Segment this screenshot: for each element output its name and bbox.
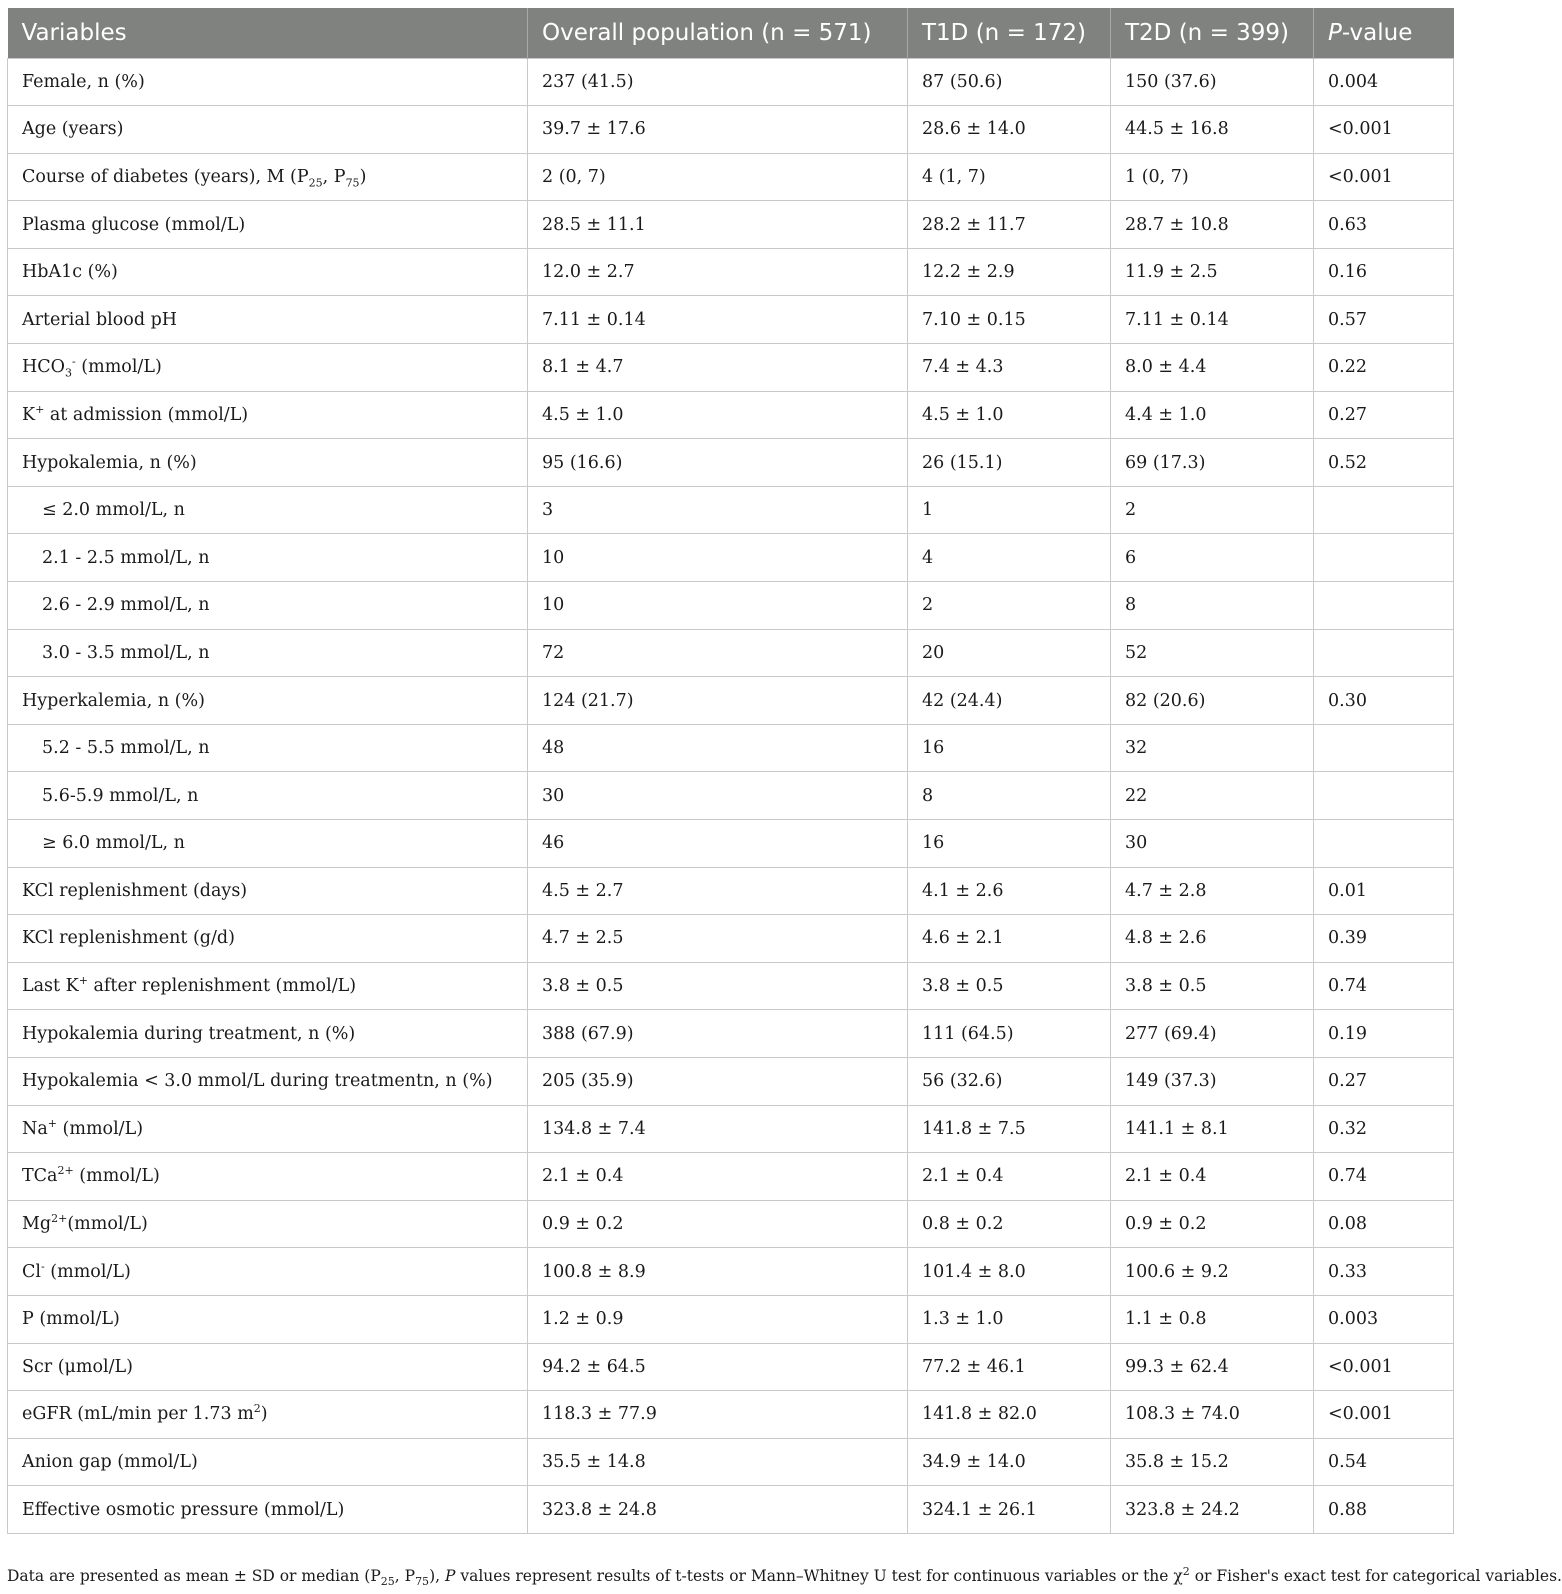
cell-p-value: 0.08: [1314, 1200, 1454, 1248]
cell-t1d: 28.6 ± 14.0: [908, 106, 1111, 154]
header-variables: Variables: [8, 8, 528, 58]
table-row: [8, 1200, 1454, 1248]
data-table: [7, 8, 1454, 1534]
cell-t1d: 4.5 ± 1.0: [908, 391, 1111, 439]
cell-variable: [8, 962, 528, 1010]
table-row: [8, 296, 1454, 344]
footnote-text: Data are presented as mean ± SD or median (P: [7, 1567, 381, 1585]
cell-t1d: 324.1 ± 26.1: [908, 1486, 1111, 1534]
footnote-italic: P: [444, 1567, 456, 1585]
table-row: [8, 58, 1454, 106]
cell-overall: 94.2 ± 64.5: [528, 1343, 908, 1391]
cell-variable: [8, 1248, 528, 1296]
cell-t1d: 4.6 ± 2.1: [908, 915, 1111, 963]
cell-overall: 388 (67.9): [528, 1010, 908, 1058]
cell-variable: Hypokalemia < 3.0 mmol/L during treatmentn, n (%): [8, 1057, 528, 1105]
cell-t2d: 32: [1111, 724, 1314, 772]
cell-p-value: 0.52: [1314, 439, 1454, 487]
table-row: [8, 248, 1454, 296]
cell-variable: Age (years): [8, 106, 528, 154]
cell-t1d: 42 (24.4): [908, 677, 1111, 725]
label-text: Na: [22, 1118, 48, 1139]
cell-overall: 237 (41.5): [528, 58, 908, 106]
label-text: eGFR (mL/min per 1.73 m: [22, 1404, 254, 1425]
cell-p-value: [1314, 534, 1454, 582]
label-text: HCO: [22, 357, 65, 378]
cell-p-value: 0.16: [1314, 248, 1454, 296]
table-row: [8, 1343, 1454, 1391]
label-superscript: +: [35, 403, 45, 417]
cell-t1d: 4.1 ± 2.6: [908, 867, 1111, 915]
label-subscript: 75: [345, 176, 360, 190]
cell-overall: 124 (21.7): [528, 677, 908, 725]
cell-variable: ≤ 2.0 mmol/L, n: [8, 486, 528, 534]
label-text: ): [260, 1404, 268, 1425]
cell-p-value: 0.54: [1314, 1438, 1454, 1486]
cell-variable: Arterial blood pH: [8, 296, 528, 344]
header-row: [8, 8, 1454, 58]
cell-variable: 3.0 - 3.5 mmol/L, n: [8, 629, 528, 677]
table-row: [8, 153, 1454, 201]
header-overall: Overall population (n = 571): [528, 8, 908, 58]
cell-t1d: 3.8 ± 0.5: [908, 962, 1111, 1010]
cell-p-value: 0.57: [1314, 296, 1454, 344]
label-subscript: 3: [65, 366, 72, 380]
cell-p-value: 0.74: [1314, 962, 1454, 1010]
footnote-text: or Fisher's exact test for categorical variables.: [1189, 1567, 1562, 1585]
cell-t2d: 82 (20.6): [1111, 677, 1314, 725]
cell-p-value: 0.74: [1314, 1153, 1454, 1201]
cell-p-value: [1314, 486, 1454, 534]
label-text: after replenishment (mmol/L): [87, 976, 357, 997]
table-row: [8, 915, 1454, 963]
table-row: [8, 439, 1454, 487]
cell-t2d: 99.3 ± 62.4: [1111, 1343, 1314, 1391]
cell-t2d: 108.3 ± 74.0: [1111, 1391, 1314, 1439]
cell-variable: Hyperkalemia, n (%): [8, 677, 528, 725]
cell-t2d: 2: [1111, 486, 1314, 534]
table-container: [7, 8, 1453, 1534]
cell-t1d: 16: [908, 820, 1111, 868]
cell-p-value: 0.33: [1314, 1248, 1454, 1296]
cell-t2d: 100.6 ± 9.2: [1111, 1248, 1314, 1296]
cell-t2d: 149 (37.3): [1111, 1057, 1314, 1105]
cell-t1d: 12.2 ± 2.9: [908, 248, 1111, 296]
cell-t2d: 11.9 ± 2.5: [1111, 248, 1314, 296]
cell-p-value: 0.39: [1314, 915, 1454, 963]
table-body: [8, 58, 1454, 1533]
header-p-italic: P: [1328, 19, 1342, 46]
cell-t1d: 2.1 ± 0.4: [908, 1153, 1111, 1201]
cell-overall: 72: [528, 629, 908, 677]
table-row: [8, 1010, 1454, 1058]
table-row: [8, 1153, 1454, 1201]
footnote-subscript: 25: [380, 1575, 395, 1589]
cell-overall: 3.8 ± 0.5: [528, 962, 908, 1010]
cell-t1d: 141.8 ± 82.0: [908, 1391, 1111, 1439]
cell-p-value: <0.001: [1314, 1343, 1454, 1391]
cell-variable: [8, 1200, 528, 1248]
cell-p-value: 0.19: [1314, 1010, 1454, 1058]
table-row: [8, 106, 1454, 154]
cell-variable: [8, 1391, 528, 1439]
cell-overall: 2.1 ± 0.4: [528, 1153, 908, 1201]
cell-t1d: 7.4 ± 4.3: [908, 344, 1111, 392]
cell-t2d: 1.1 ± 0.8: [1111, 1295, 1314, 1343]
cell-t2d: 2.1 ± 0.4: [1111, 1153, 1314, 1201]
cell-variable: 5.2 - 5.5 mmol/L, n: [8, 724, 528, 772]
cell-t2d: 22: [1111, 772, 1314, 820]
cell-t1d: 2: [908, 582, 1111, 630]
label-superscript: -: [72, 355, 76, 369]
cell-t2d: 8: [1111, 582, 1314, 630]
cell-t2d: 4.7 ± 2.8: [1111, 867, 1314, 915]
table-row: [8, 201, 1454, 249]
table-row: [8, 1105, 1454, 1153]
cell-overall: 2 (0, 7): [528, 153, 908, 201]
cell-p-value: 0.88: [1314, 1486, 1454, 1534]
cell-p-value: 0.27: [1314, 1057, 1454, 1105]
cell-variable: Effective osmotic pressure (mmol/L): [8, 1486, 528, 1534]
cell-variable: [8, 344, 528, 392]
cell-t1d: 1.3 ± 1.0: [908, 1295, 1111, 1343]
cell-overall: 1.2 ± 0.9: [528, 1295, 908, 1343]
label-text: (mmol/L): [67, 1214, 148, 1235]
cell-t1d: 4: [908, 534, 1111, 582]
cell-t1d: 56 (32.6): [908, 1057, 1111, 1105]
cell-t2d: 7.11 ± 0.14: [1111, 296, 1314, 344]
cell-variable: ≥ 6.0 mmol/L, n: [8, 820, 528, 868]
cell-t2d: 8.0 ± 4.4: [1111, 344, 1314, 392]
cell-t2d: 4.4 ± 1.0: [1111, 391, 1314, 439]
cell-variable: HbA1c (%): [8, 248, 528, 296]
cell-variable: Hypokalemia during treatment, n (%): [8, 1010, 528, 1058]
label-superscript: 2+: [57, 1164, 74, 1178]
table-row: [8, 772, 1454, 820]
cell-t1d: 111 (64.5): [908, 1010, 1111, 1058]
cell-p-value: 0.32: [1314, 1105, 1454, 1153]
cell-t2d: 277 (69.4): [1111, 1010, 1314, 1058]
cell-t2d: 150 (37.6): [1111, 58, 1314, 106]
cell-t2d: 4.8 ± 2.6: [1111, 915, 1314, 963]
cell-overall: 4.5 ± 1.0: [528, 391, 908, 439]
cell-overall: 48: [528, 724, 908, 772]
cell-t2d: 52: [1111, 629, 1314, 677]
cell-p-value: [1314, 629, 1454, 677]
cell-p-value: <0.001: [1314, 106, 1454, 154]
cell-overall: 4.5 ± 2.7: [528, 867, 908, 915]
cell-p-value: [1314, 582, 1454, 630]
cell-variable: 2.6 - 2.9 mmol/L, n: [8, 582, 528, 630]
cell-overall: 12.0 ± 2.7: [528, 248, 908, 296]
table-row: [8, 582, 1454, 630]
cell-t2d: 30: [1111, 820, 1314, 868]
label-subscript: 25: [308, 176, 323, 190]
cell-t2d: 6: [1111, 534, 1314, 582]
cell-p-value: 0.30: [1314, 677, 1454, 725]
cell-overall: 39.7 ± 17.6: [528, 106, 908, 154]
header-t2d: T2D (n = 399): [1111, 8, 1314, 58]
footnote-superscript: 2: [1182, 1564, 1190, 1578]
cell-t1d: 141.8 ± 7.5: [908, 1105, 1111, 1153]
cell-overall: 323.8 ± 24.8: [528, 1486, 908, 1534]
cell-p-value: [1314, 724, 1454, 772]
label-text: (mmol/L): [56, 1118, 144, 1139]
cell-t2d: 35.8 ± 15.2: [1111, 1438, 1314, 1486]
cell-overall: 35.5 ± 14.8: [528, 1438, 908, 1486]
cell-t1d: 0.8 ± 0.2: [908, 1200, 1111, 1248]
table-row: [8, 534, 1454, 582]
label-superscript: +: [78, 974, 88, 988]
cell-overall: 10: [528, 582, 908, 630]
footnote-text: ),: [429, 1567, 445, 1585]
cell-variable: Anion gap (mmol/L): [8, 1438, 528, 1486]
cell-t1d: 16: [908, 724, 1111, 772]
cell-t1d: 8: [908, 772, 1111, 820]
footnote-text: values represent results of t-tests or Mann–Whitney U test for continuous variables or the χ: [455, 1567, 1183, 1585]
cell-variable: P (mmol/L): [8, 1295, 528, 1343]
header-t1d: T1D (n = 172): [908, 8, 1111, 58]
cell-variable: [8, 391, 528, 439]
cell-p-value: <0.001: [1314, 1391, 1454, 1439]
cell-overall: 205 (35.9): [528, 1057, 908, 1105]
cell-overall: 118.3 ± 77.9: [528, 1391, 908, 1439]
footnote-subscript: 75: [415, 1575, 430, 1589]
table-row: [8, 677, 1454, 725]
table-row: [8, 820, 1454, 868]
cell-t1d: 34.9 ± 14.0: [908, 1438, 1111, 1486]
cell-t1d: 87 (50.6): [908, 58, 1111, 106]
cell-variable: 2.1 - 2.5 mmol/L, n: [8, 534, 528, 582]
table-row: [8, 344, 1454, 392]
cell-p-value: [1314, 820, 1454, 868]
table-row: [8, 486, 1454, 534]
table-row: [8, 1248, 1454, 1296]
cell-p-value: 0.22: [1314, 344, 1454, 392]
cell-p-value: 0.01: [1314, 867, 1454, 915]
label-text: at admission (mmol/L): [44, 404, 249, 425]
cell-overall: 46: [528, 820, 908, 868]
label-text: K: [22, 404, 36, 425]
cell-t1d: 77.2 ± 46.1: [908, 1343, 1111, 1391]
cell-t2d: 69 (17.3): [1111, 439, 1314, 487]
cell-p-value: 0.27: [1314, 391, 1454, 439]
cell-variable: [8, 1153, 528, 1201]
cell-t2d: 0.9 ± 0.2: [1111, 1200, 1314, 1248]
cell-variable: Scr (μmol/L): [8, 1343, 528, 1391]
cell-t2d: 3.8 ± 0.5: [1111, 962, 1314, 1010]
cell-variable: 5.6-5.9 mmol/L, n: [8, 772, 528, 820]
cell-t2d: 323.8 ± 24.2: [1111, 1486, 1314, 1534]
cell-t1d: 26 (15.1): [908, 439, 1111, 487]
table-row: [8, 724, 1454, 772]
cell-overall: 100.8 ± 8.9: [528, 1248, 908, 1296]
label-text: , P: [322, 166, 346, 187]
cell-t2d: 28.7 ± 10.8: [1111, 201, 1314, 249]
table-row: [8, 1438, 1454, 1486]
footnote-text: , P: [394, 1567, 416, 1585]
label-text: ): [359, 166, 367, 187]
cell-variable: [8, 1105, 528, 1153]
cell-variable: Plasma glucose (mmol/L): [8, 201, 528, 249]
cell-overall: 134.8 ± 7.4: [528, 1105, 908, 1153]
cell-p-value: 0.63: [1314, 201, 1454, 249]
label-text: Course of diabetes (years), M (P: [22, 166, 309, 187]
header-p-suffix: -value: [1341, 19, 1413, 46]
cell-variable: KCl replenishment (g/d): [8, 915, 528, 963]
table-row: [8, 867, 1454, 915]
table-footnote: [7, 1564, 1562, 1589]
cell-variable: Female, n (%): [8, 58, 528, 106]
label-superscript: -: [41, 1259, 45, 1273]
cell-t1d: 101.4 ± 8.0: [908, 1248, 1111, 1296]
table-row: [8, 1295, 1454, 1343]
cell-overall: 0.9 ± 0.2: [528, 1200, 908, 1248]
cell-overall: 4.7 ± 2.5: [528, 915, 908, 963]
label-text: Cl: [22, 1261, 41, 1282]
label-text: Mg: [22, 1214, 52, 1235]
cell-t1d: 7.10 ± 0.15: [908, 296, 1111, 344]
table-row: [8, 1391, 1454, 1439]
label-text: Last K: [22, 976, 79, 997]
cell-p-value: 0.004: [1314, 58, 1454, 106]
cell-variable: Hypokalemia, n (%): [8, 439, 528, 487]
cell-t1d: 20: [908, 629, 1111, 677]
cell-p-value: <0.001: [1314, 153, 1454, 201]
label-superscript: 2: [253, 1402, 261, 1416]
cell-variable: KCl replenishment (days): [8, 867, 528, 915]
label-text: (mmol/L): [73, 1166, 160, 1187]
cell-overall: 3: [528, 486, 908, 534]
cell-overall: 95 (16.6): [528, 439, 908, 487]
cell-t1d: 28.2 ± 11.7: [908, 201, 1111, 249]
label-text: TCa: [22, 1166, 58, 1187]
label-superscript: +: [47, 1117, 57, 1131]
cell-p-value: [1314, 772, 1454, 820]
table-row: [8, 962, 1454, 1010]
cell-t2d: 141.1 ± 8.1: [1111, 1105, 1314, 1153]
cell-p-value: 0.003: [1314, 1295, 1454, 1343]
table-header: [8, 8, 1454, 58]
cell-overall: 30: [528, 772, 908, 820]
cell-t1d: 4 (1, 7): [908, 153, 1111, 201]
label-text: (mmol/L): [75, 357, 162, 378]
table-row: [8, 629, 1454, 677]
label-superscript: 2+: [51, 1212, 68, 1226]
cell-t2d: 44.5 ± 16.8: [1111, 106, 1314, 154]
cell-variable: [8, 153, 528, 201]
table-row: [8, 1057, 1454, 1105]
label-text: (mmol/L): [44, 1261, 131, 1282]
header-p-value: [1314, 8, 1454, 58]
cell-overall: 7.11 ± 0.14: [528, 296, 908, 344]
table-row: [8, 391, 1454, 439]
cell-overall: 10: [528, 534, 908, 582]
cell-t1d: 1: [908, 486, 1111, 534]
cell-t2d: 1 (0, 7): [1111, 153, 1314, 201]
table-row: [8, 1486, 1454, 1534]
cell-overall: 28.5 ± 11.1: [528, 201, 908, 249]
cell-overall: 8.1 ± 4.7: [528, 344, 908, 392]
